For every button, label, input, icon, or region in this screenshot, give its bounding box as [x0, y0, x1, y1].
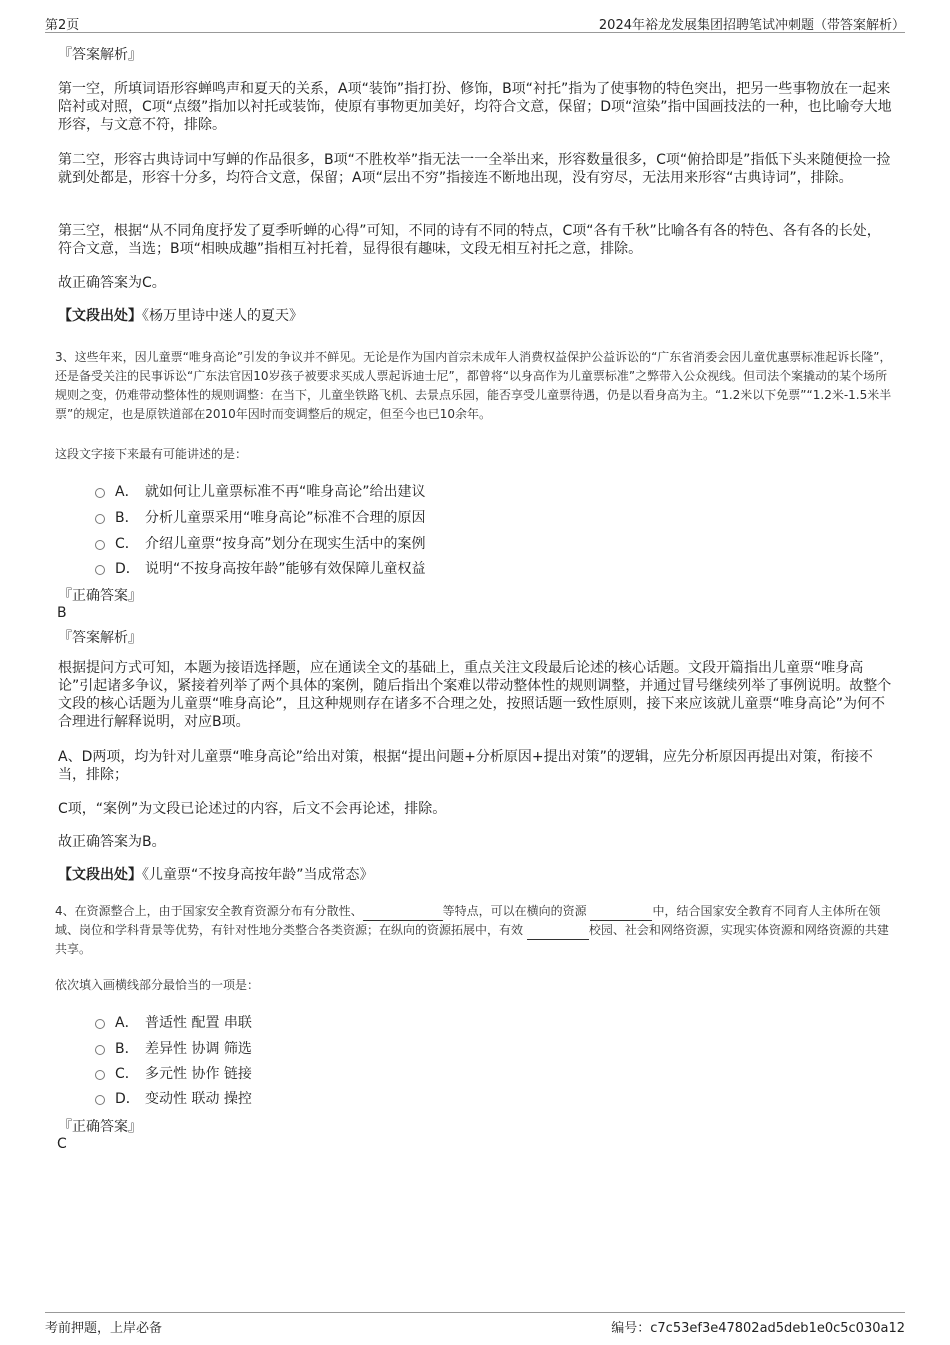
q2-source: 【文段出处】《杨万里诗中迷人的夏天》: [58, 308, 303, 324]
page-number: 第2页: [45, 18, 80, 33]
q2-analysis-p2: 第二空，形容古典诗词中写蝉的作品很多，B项“不胜枚举”指无法一一全举出来，形容数量很多，C项“俯拾即是”指低下头来随便捡一捡就到处都是，形容十分多，均符合文意，保留；A项“层出不穷”指接连不断地出现，没有穷尽，无法用来形容“古典诗词”，排除。: [58, 152, 891, 186]
q2-analysis-p3: 第三空，根据“从不同角度抒发了夏季听蝉的心得”可知，不同的诗有不同的特点，C项“各有千秋”比喻各有各的特色、各有各的长处，符合文意，当选；B项“相映成趣”指相互衬托着，显得很有趣味，文段无相互衬托之意，排除。: [58, 223, 881, 257]
document-code: 编号：c7c53ef3e47802ad5deb1e0c5c030a12: [611, 1321, 905, 1336]
q3-option-a[interactable]: A． 就如何让儿童票标准不再“唯身高论”给出建议: [95, 481, 426, 501]
q3-option-c[interactable]: C． 介绍儿童票“按身高”划分在现实生活中的案例: [95, 533, 426, 553]
radio-icon[interactable]: [95, 1045, 105, 1055]
q3-question-text: 3、这些年来，因儿童票“唯身高论”引发的争议并不鲜见。无论是作为国内首宗未成年人消费权益保护公益诉讼的“广东省消委会因儿童优惠票标准起诉长隆”，还是备受关注的民事诉讼“广东法官因10岁孩子被要求买成人票起诉迪士尼”，都曾将“以身高作为儿童票标准”之弊带入公众视线。但司法个案撬动的某个场所规则之变，仍难带动整体性的规则调整：在当下，儿童坐铁路飞机、去景点乐园，能否享受儿童票待遇，仍是以看身高为主。“1.2米以下免票”“1.2米-1.5米半票”的规定，也是原铁道部在2010年因时而变调整后的规定，但至今也已10余年。: [55, 350, 892, 421]
q3-conclusion: 故正确答案为B。: [58, 834, 166, 850]
q4-answer: C: [57, 1136, 67, 1152]
page-header: [45, 14, 905, 33]
q2-analysis-label: 『答案解析』: [58, 47, 142, 63]
q4-question-text: 4、在资源整合上，由于国家安全教育资源分布有分散性、 等特点，可以在横向的资源 中，结合国家安全教育不同育人主体所在领域、岗位和学科背景等优势，有针对性地分类整合各类资源；在纵向的资源拓展中，有效 校园、社会和网络资源，实现实体资源和网络资源的共建共享。: [55, 904, 889, 956]
q4-option-c[interactable]: C． 多元性 协作 链接: [95, 1063, 252, 1083]
q3-analysis-p1: 根据提问方式可知，本题为接语选择题，应在通读全文的基础上，重点关注文段最后论述的核心话题。文段开篇指出儿童票“唯身高论”引起诸多争议，紧接着列举了两个具体的案例，随后指出个案难以带动整体性的规则调整，并通过冒号继续列举了事例说明。故整个文段的核心话题为儿童票“唯身高论”，且这种规则存在诸多不合理之处，按照话题一致性原则，接下来应该就儿童票“唯身高论”为何不合理进行解释说明，对应B项。: [58, 660, 892, 730]
q3-answer: B: [57, 605, 67, 621]
document-title: 2024年裕龙发展集团招聘笔试冲刺题（带答案解析）: [598, 18, 905, 33]
q4-prompt: 依次填入画横线部分最恰当的一项是：: [55, 978, 260, 992]
q4-correct-label: 『正确答案』: [58, 1119, 142, 1135]
radio-icon[interactable]: [95, 1019, 105, 1029]
q2-analysis-p1: 第一空，所填词语形容蝉鸣声和夏天的关系，A项“装饰”指打扮、修饰，B项“衬托”指为了使事物的特色突出，把另一些事物放在一起来陪衬或对照，C项“点缀”指加以衬托或装饰，使原有事物更加美好，均符合文意，保留；D项“渲染”指中国画技法的一种，也比喻夸大地形容，与文意不符，排除。: [58, 81, 892, 133]
radio-icon[interactable]: [95, 1095, 105, 1105]
q3-option-d[interactable]: D． 说明“不按身高按年龄”能够有效保障儿童权益: [95, 558, 426, 578]
radio-icon[interactable]: [95, 488, 105, 498]
q4-option-b[interactable]: B． 差异性 协调 筛选: [95, 1038, 252, 1058]
q3-source: 【文段出处】《儿童票“不按身高按年龄”当成常态》: [58, 867, 374, 883]
footer-slogan: 考前押题，上岸必备: [45, 1321, 163, 1336]
radio-icon[interactable]: [95, 1070, 105, 1080]
blank-1: [363, 907, 443, 921]
radio-icon[interactable]: [95, 540, 105, 550]
q4-option-d[interactable]: D． 变动性 联动 操控: [95, 1088, 252, 1108]
q3-analysis-p3: C项，“案例”为文段已论述过的内容，后文不会再论述，排除。: [58, 801, 447, 817]
radio-icon[interactable]: [95, 565, 105, 575]
page-footer: [45, 1312, 905, 1336]
q3-option-b[interactable]: B． 分析儿童票采用“唯身高论”标准不合理的原因: [95, 507, 426, 527]
q3-correct-label: 『正确答案』: [58, 588, 142, 604]
q4-option-a[interactable]: A． 普适性 配置 串联: [95, 1012, 252, 1032]
q3-analysis-label: 『答案解析』: [58, 630, 142, 646]
q2-conclusion: 故正确答案为C。: [58, 275, 166, 291]
blank-3: [527, 926, 589, 940]
blank-2: [590, 907, 652, 921]
q3-analysis-p2: A、D两项，均为针对儿童票“唯身高论”给出对策，根据“提出问题+分析原因+提出对策”的逻辑，应先分析原因再提出对策，衔接不当，排除；: [58, 749, 873, 783]
q3-prompt: 这段文字接下来最有可能讲述的是：: [55, 447, 248, 461]
radio-icon[interactable]: [95, 514, 105, 524]
